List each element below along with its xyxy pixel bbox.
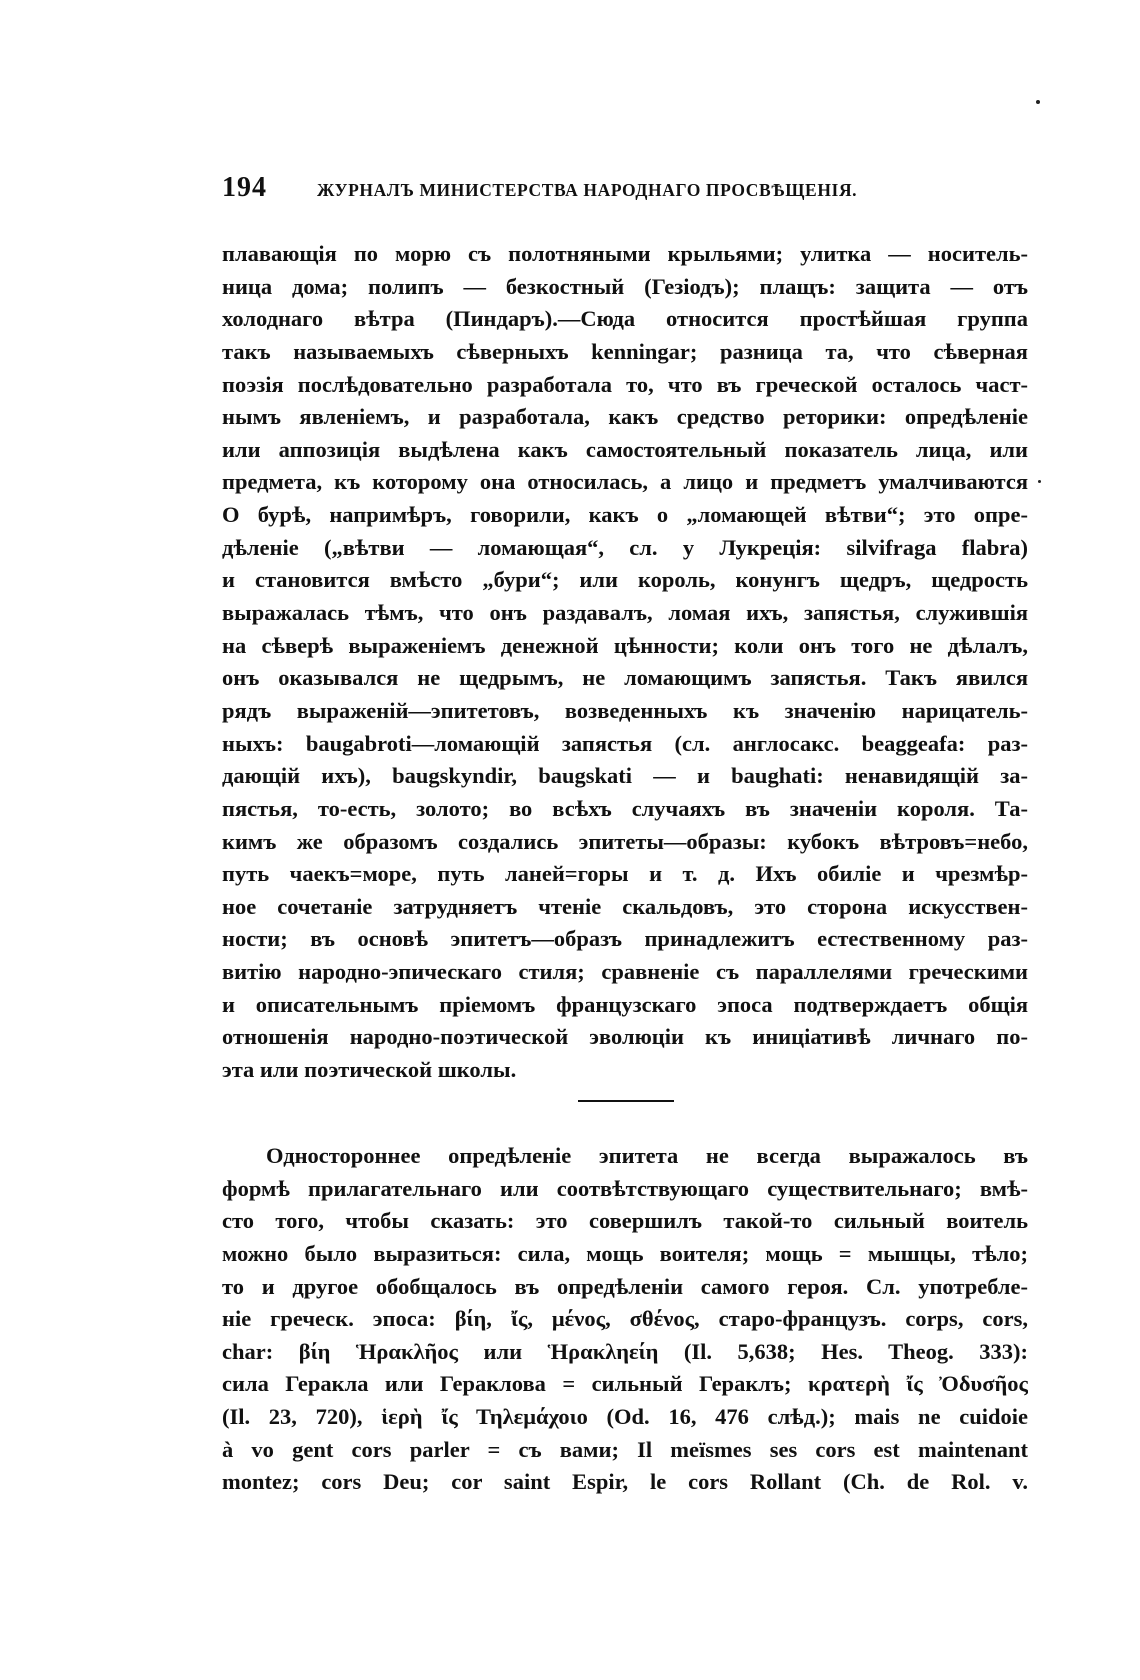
scan-speck [1038,480,1041,483]
text-line: ное сочетаніе затрудняетъ чтеніе скальдовъ, это сторона искусствен- [222,893,1028,919]
text-line: ница дома; полипъ — безкостный (Гезіодъ); плащъ: защита — отъ [222,273,1028,299]
text-line: ности; въ основѣ эпитетъ—образъ принадлежитъ естественному раз- [222,926,1028,952]
text-line: montez; cors Deu; cor saint Espir, le cors Rollant (Ch. de Rol. v. [222,1469,1028,1495]
text-line: путь чаекъ=море, путь ланей=горы и т. д. Ихъ обиліе и чрезмѣр- [222,861,1028,887]
running-head: ЖУРНАЛЪ МИНИСТЕРСТВА НАРОДНАГО ПРОСВѢЩЕНІЯ. [317,180,858,200]
text-line: рядъ выраженій—эпитетовъ, возведенныхъ къ значенію нарицатель- [222,697,1028,723]
text-line: или аппозиція выдѣлена какъ самостоятельный показатель лица, или [222,436,1028,462]
text-line: (Il. 23, 720), ἱερὴ ἴς Τηλεμάχοιο (Od. 16, 476 слѣд.); mais ne cuidoie [222,1404,1028,1430]
text-line: холоднаго вѣтра (Пиндаръ).—Сюда относится простѣйшая группа [222,306,1028,332]
text-line: можно было выразиться: сила, мощь воителя; мощь = мышцы, тѣло; [222,1240,1028,1266]
text-line: нымъ явленіемъ, и разработала, какъ средство реторики: опредѣленіе [222,404,1028,430]
text-line: витію народно-эпическаго стиля; сравненіе съ параллелями греческими [222,959,1028,985]
text-line: кимъ же образомъ создались эпитеты—образы: кубокъ вѣтровъ=небо, [222,828,1028,854]
paragraph-new-section [222,1140,1028,1499]
text-line: дающій ихъ), baugskyndir, baugskati — и baughati: ненавидящій за- [222,763,1028,789]
text-line: выражалась тѣмъ, что онъ раздавалъ, ломая ихъ, запястья, служившія [222,600,1028,626]
text-line: плавающія по морю съ полотняными крыльями; улитка — носитель- [222,241,1028,266]
text-line: дѣленіе („вѣтви — ломающая“, сл. у Лукреція: silvifraga flabra) [222,534,1028,560]
paragraph-continuation [222,238,1028,1087]
text-line: то и другое обобщалось въ опредѣленіи самого героя. Сл. употребле- [222,1273,1028,1299]
text-line: сила Геракла или Гераклова = сильный Гераклъ; κρατερὴ ἴς Ὀδυσῆος [222,1371,1028,1397]
text-line: пястья, то-есть, золото; во всѣхъ случаяхъ въ значеніи короля. Та- [222,795,1028,821]
scan-speck [1036,100,1040,104]
text-line: поэзія послѣдовательно разработала то, что въ греческой осталось част- [222,371,1028,397]
text-line: эта или поэтической школы. [222,1057,517,1083]
section-separator [578,1100,674,1102]
text-line: и описательнымъ пріемомъ французскаго эпоса подтверждаетъ общія [222,991,1028,1017]
text-line: онъ оказывался не щедрымъ, не ломающимъ запястья. Такъ явился [222,665,1028,691]
text-line: ніе греческ. эпоса: βίη, ἴς, μένος, σθένος, старо-французъ. corps, cors, [222,1306,1028,1332]
page-number: 194 [222,172,267,203]
text-line: О бурѣ, напримѣръ, говорили, какъ о „ломающей вѣтви“; это опре- [222,502,1028,528]
text-line: ныхъ: baugabroti—ломающій запястья (сл. англосакс. beaggeafa: раз- [222,730,1028,756]
text-line: предмета, къ которому она относилась, а лицо и предметъ умалчиваются [222,469,1028,495]
text-line: и становится вмѣсто „бури“; или король, конунгъ щедръ, щедрость [222,567,1028,593]
text-line: char: βίη Ἡρακλῆος или Ἡρακληείη (Il. 5,638; Hes. Theog. 333): [222,1338,1028,1364]
text-line: отношенія народно-поэтической эволюціи къ иниціативѣ личнаго по- [222,1024,1028,1050]
text-line: формѣ прилагательнаго или соотвѣтствующаго существительнаго; вмѣ- [222,1175,1028,1201]
text-line: à vo gent cors parler = съ вами; Il meïsmes ses cors est maintenant [222,1436,1028,1462]
text-line: Одностороннее опредѣленіе эпитета не всегда выражалось въ [266,1143,1028,1168]
page-header [222,172,930,206]
text-line: сто того, чтобы сказать: это совершилъ такой-то сильный воитель [222,1208,1028,1234]
text-line: такъ называемыхъ сѣверныхъ kenningar; разница та, что сѣверная [222,338,1028,364]
text-line: на сѣверѣ выраженіемъ денежной цѣнности; коли онъ того не дѣлалъ, [222,632,1028,658]
